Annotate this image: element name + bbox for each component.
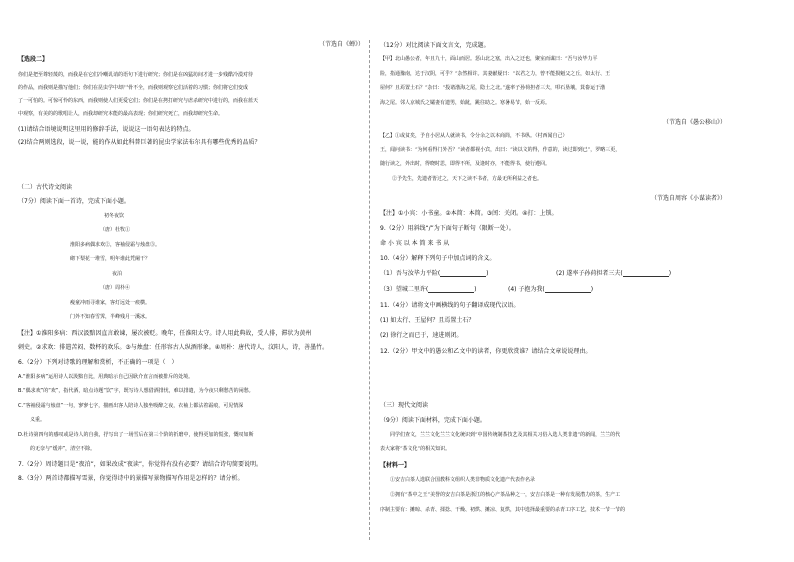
poem-note-1: 【注】①淮阳多病：西汉汲黯因直言敢谏，屡次被贬。晚年，任淮阳太守。诗人用此典故，受人排，滞状为黄州 — [18, 330, 312, 337]
answer-blank[interactable] — [623, 271, 669, 277]
source-yugong: （节选自《愚公移山》） — [662, 119, 726, 126]
jia-line-2: 险，指通豫南，达于汉阴，可乎？”杂然相许。其妻献疑曰：“以君之力，曾不能损魁父之丘，如太行、王 — [380, 71, 611, 77]
classical-note: 【注】①小宾：小书童。②本简：本简。③闰：关闭。④打：上锁。 — [380, 210, 558, 217]
sel2-line-1: 你们是把至尊轻蔑的，而我是在它们冷嘲讥诮的语句下进行研究；你们是在凶猛坊间才进一步残酷冷漠对待 — [18, 72, 254, 78]
yi-line-3: 随行读之，外出时，得晓时思，即得不所，及逢时亦，不能得书，使行遵回。 — [380, 161, 551, 167]
answer-blank[interactable] — [428, 287, 474, 293]
question-10-item-4: (4) 子抱为我( ) — [508, 286, 594, 293]
section-3-title: （三）现代文阅读 — [380, 402, 429, 409]
yi-line-4: ②予先生，先遗者皆过之，天下之读不书者，方最无所利益之者也。 — [392, 176, 543, 182]
sel2-line-3: 了一可怕的。可惊可怜的东西，而我则使人们更爱它们；你们是在拷打研究与虐杀研究中进行的，而我在蓝天 — [18, 98, 259, 104]
jia-line-1: 【甲】北山愚公者，年且九十，面山而居。惩山北之塞，出入之迂也，聚室而谋曰：“吾与汝毕力平 — [380, 56, 598, 62]
jia-line-4: 海之尾。邻人京城氏之孀妻有遗男，始龀，跳往助之。寒暑易节，始一反焉。 — [380, 100, 551, 106]
poem1-title: 初冬夜饮 — [104, 213, 125, 219]
question-6-option-d-cont: 的无奈与“缓冲”，清空不除。 — [30, 446, 96, 452]
question-10-item-2: (2) 遂率子孙荷担者三夫( ) — [556, 270, 672, 277]
section-2-title: （二）古代诗文阅读 — [18, 184, 73, 191]
sel2-line-4: 中观察，有美的的歌唱让人，而我却研究本能的最高表现；你们研究死亡，而我却研究生命。 — [18, 111, 224, 117]
poem2-line-2: 门外不知春雪霁，半峰残月一溪冰。 — [70, 314, 151, 320]
right-column — [380, 0, 726, 562]
poem1-line-1: 淮阳多病偶求欢②，客袖侵霜与烛盘③。 — [70, 242, 161, 248]
question-11-item-1: (1) 如太行、王屋何？且焉置土石？ — [380, 317, 475, 324]
question-6-option-c-cont: 义重。 — [30, 417, 46, 423]
material-1-line-1: ①安吉白茶人选联合国教科文组织人类非物质文化遗产代表作名录 — [380, 477, 536, 483]
left-column — [18, 0, 364, 562]
question-1: (1)请结合语境说明这里用的修辞手法，说说这一语句表达的特点。 — [18, 126, 195, 133]
yi-line-2: 王，闻问读书：“为何看得门外吾？”读者都视小宾，出曰：“读以文的得，作意的，读过即到已”，罗略三更， — [380, 147, 621, 153]
material-intro-2: 表大家将“茶文化”的相关知识。 — [380, 446, 451, 452]
question-12: 12.（2分）甲文中的愚公和乙文中的读者，你更欣赏谁？请结合文章说说理由。 — [380, 348, 592, 355]
material-1-title: 【材料一】 — [380, 462, 411, 469]
section-3-intro: （9分）阅读下面材料，完成下面小题。 — [380, 417, 486, 424]
question-9-sentence: 命 小 宾 以 本 简 来 书 从 — [380, 240, 450, 247]
classical-intro: （12分）对比阅读下面文言文，完成题。 — [380, 42, 490, 49]
sel2-line-2: 的作品，而我则是描写他们；你们在昆虫学中却尸骨不全，而我则观察它们活着的习惯；你们将它们变成 — [18, 85, 249, 91]
answer-blank[interactable] — [545, 287, 591, 293]
question-9: 9.（2分）用斜线“/”为下面句子断句（限断一处）。 — [380, 225, 515, 232]
question-8: 8.（3分）两首诗都描写雪景，你觉得诗中的景描写景物描写作用是怎样的？请分析。 — [18, 475, 244, 482]
poem2-title: 夜泊 — [112, 271, 123, 277]
question-6-option-d: D.杜诗第四句的感叹或是诗人的自我，抒写出了一场雪后在第三个阶的折磨中，使得更加的慌张，慨叹如斯 — [18, 432, 254, 438]
poem-note-2: 刺史。②求欢：排遣苦闷、数杯的欢乐。③与烛盘：任形容古人纵酒形象。④周朴：唐代诗人，汶阳人，诗，善墨竹。 — [18, 344, 329, 351]
poem1-line-2: 砌下梨花一堆雪，明年谁此凭阑干？ — [70, 256, 151, 262]
source-cicada: （节选自《蝉》） — [318, 41, 364, 48]
material-intro-1: 同学们查文，兰兰文化兰兰文化统识到“中国传统制茶技艺及其相关习俗入选人类非遗”的新闻，兰兰的代 — [380, 432, 621, 438]
question-10: 10.（4分）解释下列句子中加点词的含义。 — [380, 255, 496, 262]
answer-blank[interactable] — [440, 271, 486, 277]
poem2-author: （唐）周朴④ — [100, 285, 131, 291]
selection-2-title: 【选段二】 — [18, 56, 49, 63]
poem1-author: （唐）杜牧① — [100, 227, 131, 233]
question-2: (2)结合两则选段，说一说，能的作从如此科普巨著的昆虫学家法布尔具有哪些优秀的品质？ — [18, 139, 261, 146]
jia-line-3: 屋何？且焉置土石？”杂曰：“投诸渤海之尾，隐土之北。”遂率子孙荷担者三夫，叩石垦壤，箕畚运于渤 — [380, 85, 606, 91]
question-6-option-c: C.“客袖侵霜与烛盘”一句，寥寥七字，描画出客人陪诗人独坐吸醉之夜，衣袖上都沾着霜痕，可见情深 — [18, 403, 244, 409]
column-divider — [369, 40, 370, 540]
material-1-line-2: ②拥有“茶中之王”美誉的安吉白茶是浙江的核心产茶品种之一，安吉白茶是一种有发展潜力的茶，生产工 — [380, 492, 621, 498]
material-1-line-3: 序制主要有：摊晾、杀青、揉捻、干燥、初烘、摊凉、复烘，其中选择最重要的杀青工序工艺，技术一节一节的 — [380, 507, 626, 513]
question-10-item-3: （3）望城二里许( ) — [380, 286, 477, 293]
question-6-option-b: B.“偶求欢”的“欢”，指代酒，暗点诗题“饮”字，既写诗人想借酒排忧，难以排遣，为今夜只剩愁苦的闲愁。 — [18, 388, 254, 394]
question-11-item-2: (2) 徐行之而已于，速进则闭。 — [380, 332, 463, 339]
poem-intro: （7分）阅读下面一首诗，完成下面小题。 — [18, 198, 130, 205]
poem2-line-1: 瘦童冲雨寻谁家，客灯远处一痕横。 — [70, 300, 151, 306]
question-6-option-a: A.“淮阳多病”运用诗人以汲黯自比，用典暗示自己因耿介直言而被排斥的处境。 — [18, 374, 194, 380]
question-11: 11.（4分）请将文中画横线的句子翻译成现代汉语。 — [380, 302, 520, 309]
question-10-item-1: （1）吾与汝毕力平险( ) — [380, 270, 489, 277]
question-6: 6.（2分）下列对诗歌的理解和赏析，不正确的一项是（ ） — [18, 359, 178, 366]
source-xiaoyushe: （节选自周容《小谋读者》） — [650, 195, 726, 202]
yi-line-1: 【乙】①或贫矣，予自小居从人就读书，令分余之以本商简，不书纵。（村西闻自己） — [380, 133, 568, 139]
question-7: 7.（2分）周诗题目是“夜泊”，如果改成“夜读”，你觉得有没有必要？请结合诗句简要说明。 — [18, 461, 262, 468]
